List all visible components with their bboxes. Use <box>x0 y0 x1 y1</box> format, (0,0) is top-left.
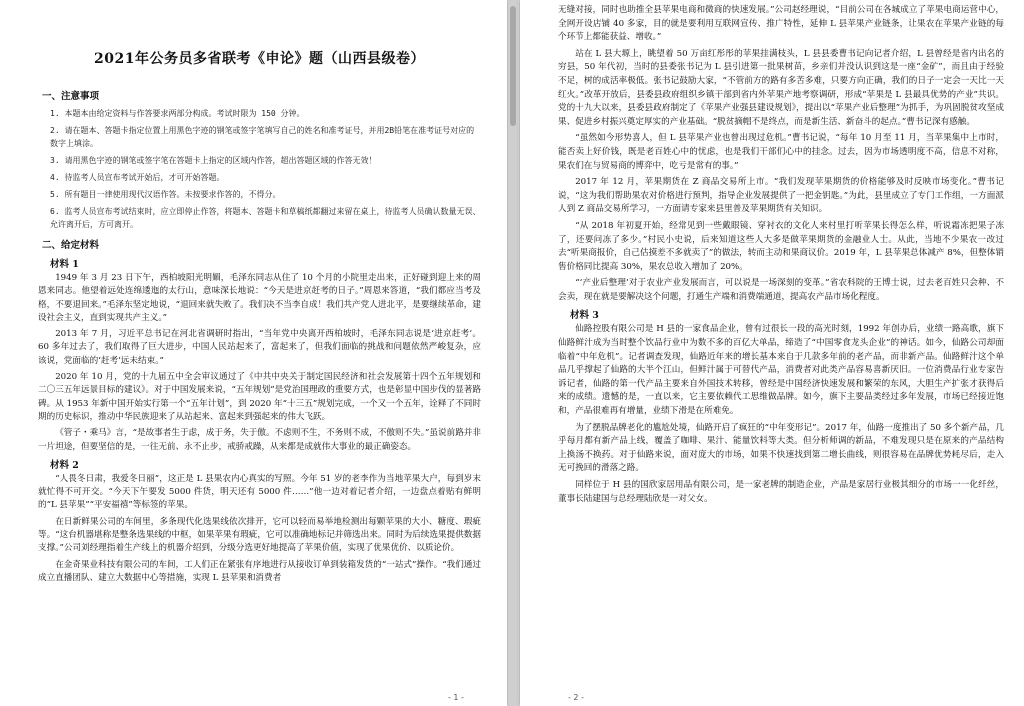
paragraph: 站在 L 县大塬上，眺望着 50 万亩红彤彤的苹果挂满枝头，L 县县委曹书记向记者介绍，L 县曾经是省内出名的穷县，50 年代初，当时的县委张书记为 L 县引进第一批果树苗，乡亲们并没认识到这是一座“金矿”，而且由于经验不足，树的成活率极低。张书记鼓励大家，“不管前方的路有多苦多难，只要方向正确，我们的日子一定会一天比一天红火。”改革开放后，县委县政府组织乡镇干部到省内外苹果产地考察调研，形成“苹果是 L 县最具优势的产业”共识。党的十九大以来，县委县政府制定了《苹果产业强县建设规划》，提出以“苹果产业后整理”为抓手，为巩固脱贫攻坚成果、促进乡村振兴奠定厚实的产业基础。“脱贫摘帽不是终点，而是新生活、新奋斗的起点。”曹书记深有感触。 <box>558 48 1004 127</box>
paragraph: “从 2018 年初夏开始，经常见到一些戴眼镜、穿衬衣的文化人来村里打听苹果长得怎么样，听说霜冻把果子冻了，还要问冻了多少。”村民小史说，后来知道这些人大多是做苹果期货的金融业人士。从此，当地不少果农一改过去“听果商报价，自己估摸差不多就卖了”的做法，转而主动和果商议价。2019 年，L 县苹果总体减产 8%，但整体销售价格同比提高 30%，果农总收入增加了 20%。 <box>558 220 1004 272</box>
paragraph: 《管子・乘马》言，“是故事者生于虑，成于务，失于傲。不虑则不生，不务则不成，不傲则不失。”虽说前路并非一片坦途，但要坚信的是，一往无前、永不止步，戒骄戒躁，从来都是成就伟大事业的最正确姿态。 <box>38 428 481 452</box>
paragraph: 在金奇果业科技有限公司的车间，工人们正在紧张有序地进行从接收订单到装箱发货的“一站式”操作。“我们通过成立直播团队、建立大数据中心等措施，实现 L 县苹果和消费者 <box>38 559 481 583</box>
scrollbar[interactable] <box>508 0 518 706</box>
notice-item: 2. 请在题本、答题卡指定位置上用黑色字迹的钢笔或签字笔填写自己的姓名和准考证号，并用2B铅笔在准考证号对应的数字上填涂。 <box>50 126 475 148</box>
notice-list <box>38 107 481 231</box>
paragraph: 2020 年 10 月，党的十九届五中全会审议通过了《中共中央关于制定国民经济和社会发展第十四个五年规划和二〇三五年远景目标的建议》。对于中国发展来说，“五年规划”是党治国理政的重要方式，也是彰显中国步伐的显著路碑。从 1953 年新中国开始实行第一个“五年计划”，到 2020 年“十三五”规划完成，一个又一个五年，诠释了不同时期的历史标识，推动中华民族迎来了从站起来、富起来到强起来的伟大飞跃。 <box>38 372 481 422</box>
scrollbar-thumb[interactable] <box>510 6 516 126</box>
page-1 <box>0 0 507 706</box>
notice-item: 1. 本题本由给定资料与作答要求两部分构成。考试时限为 150 分钟。 <box>50 109 305 118</box>
paragraph: 仙路控股有限公司是 H 县的一家食品企业，曾有过很长一段的高光时刻，1992 年创办后，业绩一路高歌，旗下仙路鲜汁成为当时整个饮品行业中为数不多的百亿大单品，缔造了“中国零食龙头企业”的神话。如今，仙路公司却面临着“中年危机”。记者调查发现，仙路近年来的增长基本来自于几款多年前的老产品，而非新产品。仙路鲜汁这个单品几乎撑起了仙路的大半个江山，但鲜汁属于可替代产品，消费者对此类产品容易喜新厌旧。一位消费品行业专家告诉记者，仙路的第一代产品主要来自外国技术转移，曾经是中国经济快速发展和繁荣的东风，大胆生产扩张才获得后来的成绩。遗憾的是，一直以来，它主要依赖代工思维做品牌。如今，旗下主要品类经过多年发展，市场已经接近饱和，产品很难再有增量，业绩下滑是在所难免。 <box>558 324 1004 417</box>
notice-heading: 一、注意事项 <box>42 91 100 102</box>
page-2 <box>520 0 1024 706</box>
page-1-content <box>38 10 481 588</box>
page-number: - 2 - <box>568 693 584 702</box>
page-2-content <box>558 4 1004 509</box>
page-number: - 1 - <box>448 693 464 702</box>
notice-item: 4. 待监考人员宣布考试开始后，才可开始答题。 <box>50 173 225 182</box>
notice-item: 3. 请用黑色字迹的钢笔或签字笔在答题卡上指定的区域内作答，超出答题区域的作答无效！ <box>50 156 377 165</box>
notice-item: 6. 监考人员宣布考试结束时，应立即停止作答，将题本、答题卡和草稿纸都翻过来留在桌上，待监考人员确认数量无误、允许离开后，方可离开。 <box>50 207 481 229</box>
paragraph: 在日新鲜果公司的车间里，多条现代化选果线依次排开，它可以轻而易举地检测出每颗苹果的大小、糖度、瑕疵等。“这台机器堪称是整条选果线的中枢，如果苹果有瑕疵，它可以准确地标记并筛选出来。同时为后续选果提供数据支撑。”公司刘经理指着生产线上的机器介绍到，分级分选更好地提高了苹果价值，实现了优果优价、以质论价。 <box>38 516 481 554</box>
notice-item: 5. 所有题目一律使用现代汉语作答。未按要求作答的，不得分。 <box>50 190 281 199</box>
material-2-label: 材料 2 <box>50 459 79 471</box>
paragraph: “虽然如今形势喜人，但 L 县苹果产业也曾出现过危机。”曹书记说，“每年 10 月至 11 月，当苹果集中上市时，能否卖上好价钱，既是老百姓心中的忧虑，也是我们干部们心中的挂念。过去，因为市场透明度不高，信息不对称，果农们在与贸易商的博弈中，吃亏是常有的事。” <box>558 133 1004 171</box>
paragraph: “人畏冬日肃，我爱冬日丽”，这正是 L 县果农内心真实的写照。今年 51 岁的老李作为当地苹果大户，每到岁末就忙得不可开交。“今天下午要发 5000 件货，明天还有 5000 件……”他一边对着记者介绍，一边盘点着贴有鲜明的“L 县苹果”“平安福禧”等标签的苹果。 <box>38 473 481 511</box>
paragraph: 2013 年 7 月，习近平总书记在河北省调研时指出，“当年党中央离开西柏坡时，毛泽东同志说是‘进京赶考’。60 多年过去了，我们取得了巨大进步，中国人民站起来了，富起来了，但我们面临的挑战和问题依然严峻复杂，应该说，党面临的‘赶考’远未结束。” <box>38 329 481 366</box>
paragraph: 无缝对接，同时也助推全县苹果电商和微商的快速发展。”公司赵经理说，“目前公司在各城成立了苹果电商运营中心，全网开设店铺 40 多家，目的就是要利用互联网宣传、推广特性，延伸 L 县苹果产业链条，让果农在苹果产业链的每个环节上都能获益、增收。” <box>558 5 1004 43</box>
materials-heading: 二、给定材料 <box>42 240 100 251</box>
material-1-label: 材料 1 <box>50 259 79 270</box>
paragraph: 2017 年 12 月，苹果期货在 Z 商品交易所上市。“我们发现苹果期货的价格能够及时反映市场变化。”曹书记说，“这为我们帮助果农对价格进行预判，指导企业发展提供了一把金钥匙。”为此，县里成立了专门工作组，一方面派人到 Z 商品交易所学习，一方面请专家来县里普及苹果期货有关知识。 <box>558 177 1004 215</box>
paragraph: 同样位于 H 县的国欣家居用品有限公司，是一家老牌的制造企业，产品是家居行业极其细分的市场一一化纤丝，董事长陆建国与总经理陆欣是一对父女。 <box>558 480 1004 504</box>
material-3-label: 材料 3 <box>570 310 599 322</box>
paragraph: 为了摆脱品牌老化的尴尬处境，仙路开启了疯狂的“中年变形记”。2017 年，仙路一度推出了 50 多个新产品，几乎每月都有新产品上线，覆盖了咖啡、果汁、能量饮料等大类。但分析师调的新品，不难发现只是在原来的产品结构上换汤不换药。对于仙路来说，面对庞大的市场，如果不快速找到第二增长曲线，则很容易在品牌优势耗尽后，走入无可挽回的滑落之路。 <box>558 422 1004 474</box>
paragraph: “‘产业后整理’对于农业产业发展而言，可以说是一场深刻的变革。”省农科院的王博士说，过去老百姓只会种、不会卖，现在就是要解决这个问题，打通生产端和消费端通道，提高农产品市场化程度。 <box>558 278 1004 302</box>
document-title: 2021年公务员多省联考《申论》题（山西县级卷） <box>94 51 425 67</box>
paragraph: 1949 年 3 月 23 日下午，西柏坡阳光明媚，毛泽东同志从住了 10 个月的小院里走出来，正好碰到迎上来的周恩来同志。他望着远处连绵逶迤的太行山，意味深长地说：“今天是进京赶考的日子。”周恩来答道，“我们都应当考及格，不要退回来。”毛泽东坚定地说，“退回来就失败了。我们决不当李自成！我们共产党人进北平，是要继续革命，建设社会主义，直到实现共产主义。” <box>38 273 481 323</box>
